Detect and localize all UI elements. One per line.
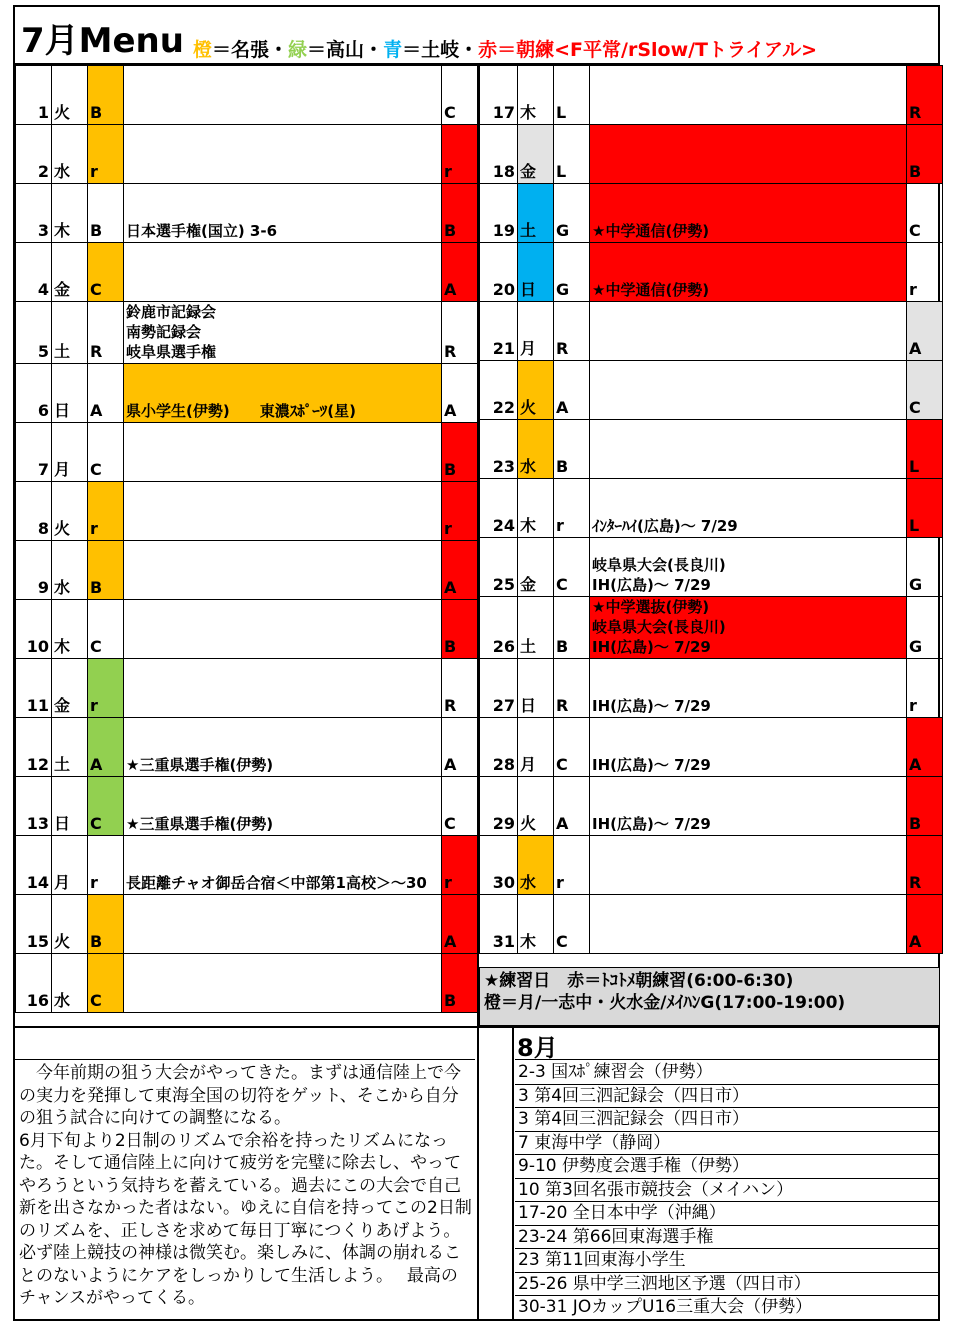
event-text: [590, 895, 907, 954]
weekday: 木: [52, 184, 88, 243]
weekday: 木: [518, 66, 554, 125]
day-row: [480, 420, 943, 479]
event-text: 日本選手権(国立) 3-6: [124, 184, 442, 243]
weekday: 水: [52, 541, 88, 600]
day-row: [16, 364, 478, 423]
event-text: [124, 541, 442, 600]
event-text: [124, 895, 442, 954]
training-code: r: [554, 479, 590, 538]
morning-code: A: [907, 302, 943, 361]
august-event: 10 第3回名張市競技会（メイハン）: [515, 1179, 940, 1203]
training-code: G: [554, 243, 590, 302]
event-text: IH(広島)～ 7/29: [590, 659, 907, 718]
event-text: ★中学選抜(伊勢) 岐阜県大会(長良川) IH(広島)～ 7/29: [590, 597, 907, 659]
day-number: 17: [480, 66, 518, 125]
day-row: [480, 361, 943, 420]
day-number: 3: [16, 184, 52, 243]
training-code: C: [88, 954, 124, 1013]
event-text: [124, 482, 442, 541]
morning-code: B: [907, 777, 943, 836]
day-row: [16, 66, 478, 125]
morning-code: B: [442, 954, 478, 1013]
event-text: IH(広島)～ 7/29: [590, 718, 907, 777]
weekday: 日: [518, 243, 554, 302]
section-separator: [15, 1026, 938, 1032]
weekday: 火: [518, 777, 554, 836]
morning-code: B: [442, 600, 478, 659]
morning-code: C: [442, 66, 478, 125]
weekday: 金: [52, 659, 88, 718]
morning-code: C: [907, 361, 943, 420]
morning-code: r: [442, 836, 478, 895]
day-number: 18: [480, 125, 518, 184]
weekday: 日: [52, 777, 88, 836]
day-number: 28: [480, 718, 518, 777]
day-row: [480, 302, 943, 361]
day-number: 26: [480, 597, 518, 659]
day-row: [480, 479, 943, 538]
weekday: 土: [52, 302, 88, 364]
training-code: A: [554, 361, 590, 420]
day-number: 24: [480, 479, 518, 538]
event-text: [124, 600, 442, 659]
weekday: 金: [52, 243, 88, 302]
event-text: [590, 420, 907, 479]
morning-code: r: [442, 482, 478, 541]
morning-code: A: [442, 243, 478, 302]
day-row: [480, 777, 943, 836]
event-text: ★中学通信(伊勢): [590, 184, 907, 243]
morning-code: r: [907, 243, 943, 302]
event-text: ★三重県選手権(伊勢): [124, 777, 442, 836]
august-event-list: [515, 1061, 940, 1320]
day-row: [480, 718, 943, 777]
weekday: 水: [518, 420, 554, 479]
event-text: ｲﾝﾀｰﾊｲ(広島)～ 7/29: [590, 479, 907, 538]
day-number: 4: [16, 243, 52, 302]
training-code: L: [554, 125, 590, 184]
day-row: [480, 659, 943, 718]
morning-code: A: [442, 895, 478, 954]
day-number: 14: [16, 836, 52, 895]
training-code: B: [554, 420, 590, 479]
august-event: 3 第4回三泗記録会（四日市）: [515, 1108, 940, 1132]
event-text: 岐阜県大会(長良川) IH(広島)～ 7/29: [590, 538, 907, 597]
event-text: [590, 125, 907, 184]
legend-part: 赤: [478, 39, 498, 61]
weekday: 土: [518, 184, 554, 243]
practice-note: ★練習日 赤＝ﾄｺﾄﾒ朝練習(6:00-6:30) 橙＝月/一志中・火水金/ﾒｲﾊﾝG(17:00-19:00): [479, 967, 940, 1026]
training-code: A: [88, 718, 124, 777]
day-row: [16, 895, 478, 954]
day-row: [16, 777, 478, 836]
day-row: [480, 243, 943, 302]
event-text: [590, 302, 907, 361]
day-number: 21: [480, 302, 518, 361]
day-row: [16, 423, 478, 482]
weekday: 水: [52, 954, 88, 1013]
day-number: 9: [16, 541, 52, 600]
morning-code: R: [907, 66, 943, 125]
training-code: R: [554, 302, 590, 361]
training-code: L: [554, 66, 590, 125]
event-text: 鈴鹿市記録会 南勢記録会 岐阜県選手権: [124, 302, 442, 364]
morning-code: A: [442, 718, 478, 777]
training-code: C: [554, 718, 590, 777]
august-rule: [515, 1059, 940, 1060]
weekday: 火: [52, 482, 88, 541]
morning-code: C: [442, 777, 478, 836]
weekday: 火: [52, 895, 88, 954]
day-number: 22: [480, 361, 518, 420]
day-number: 5: [16, 302, 52, 364]
page-title: 7月Menu: [21, 21, 184, 61]
day-number: 31: [480, 895, 518, 954]
day-row: [16, 482, 478, 541]
day-number: 7: [16, 423, 52, 482]
day-number: 30: [480, 836, 518, 895]
event-text: [590, 361, 907, 420]
day-number: 16: [16, 954, 52, 1013]
morning-code: B: [442, 423, 478, 482]
event-text: ★中学通信(伊勢): [590, 243, 907, 302]
day-number: 27: [480, 659, 518, 718]
event-text: 県小学生(伊勢) 東濃ｽﾎﾟｰﾂ(星): [124, 364, 442, 423]
day-row: [16, 243, 478, 302]
day-number: 10: [16, 600, 52, 659]
august-event: 2-3 国ｽﾎﾟ練習会（伊勢）: [515, 1061, 940, 1085]
morning-code: G: [907, 597, 943, 659]
day-number: 11: [16, 659, 52, 718]
training-code: A: [88, 364, 124, 423]
day-number: 25: [480, 538, 518, 597]
training-code: R: [554, 659, 590, 718]
legend-part: 橙: [193, 39, 213, 61]
legend-part: 緑: [288, 39, 308, 61]
morning-code: r: [907, 659, 943, 718]
event-text: [124, 66, 442, 125]
training-code: B: [88, 66, 124, 125]
legend-part: ＝名張・: [212, 39, 289, 61]
morning-code: R: [442, 659, 478, 718]
morning-code: A: [442, 364, 478, 423]
event-text: [124, 423, 442, 482]
training-code: C: [554, 895, 590, 954]
day-row: [480, 895, 943, 954]
legend-part: ＝土岐・: [402, 39, 479, 61]
morning-code: C: [907, 184, 943, 243]
weekday: 土: [52, 718, 88, 777]
august-event: 17-20 全日本中学（沖縄）: [515, 1202, 940, 1226]
color-legend: [193, 35, 817, 62]
event-text: IH(広島)～ 7/29: [590, 777, 907, 836]
weekday: 土: [518, 597, 554, 659]
training-code: r: [88, 659, 124, 718]
day-number: 15: [16, 895, 52, 954]
weekday: 月: [518, 718, 554, 777]
training-code: B: [88, 184, 124, 243]
event-text: 長距離チャオ御岳合宿＜中部第1高校＞～30: [124, 836, 442, 895]
morning-code: G: [907, 538, 943, 597]
morning-code: L: [907, 479, 943, 538]
weekday: 日: [518, 659, 554, 718]
august-event: 23-24 第66回東海選手権: [515, 1226, 940, 1250]
day-number: 12: [16, 718, 52, 777]
event-text: [124, 125, 442, 184]
event-text: [124, 954, 442, 1013]
training-code: C: [88, 243, 124, 302]
training-code: B: [88, 541, 124, 600]
training-code: C: [554, 538, 590, 597]
training-code: R: [88, 302, 124, 364]
weekday: 木: [518, 895, 554, 954]
morning-code: R: [442, 302, 478, 364]
event-text: ★三重県選手権(伊勢): [124, 718, 442, 777]
day-row: [16, 836, 478, 895]
day-row: [16, 600, 478, 659]
calendar-left: [15, 65, 478, 1013]
training-code: C: [88, 600, 124, 659]
day-number: 13: [16, 777, 52, 836]
essay-text: 今年前期の狙う大会がやってきた。まずは通信陸上で今の実力を発揮して東海全国の切符をゲット、そこから自分の狙う試合に向けての調整になる。 6月下旬より2日制のリズムで余裕を持ったリズムになった。そして通信陸上に向けて疲労を完璧に除去し、やってやろうという気持ちを蓄えている。過去にこの大会で自己新を出さなかった者はない。ゆえに自信を持ってこの2日制のリズムを、正しさを求めて毎日丁寧につくりあげよう。必ず陸上競技の神様は微笑む。楽しみに、体調の崩れることのないようにケアをしっかりして生活しよう。 最高のチャンスがやってくる。: [19, 1063, 472, 1308]
training-code: B: [88, 895, 124, 954]
event-text: [124, 243, 442, 302]
weekday: 火: [52, 66, 88, 125]
day-row: [480, 538, 943, 597]
day-row: [16, 954, 478, 1013]
calendar-right: [479, 65, 943, 954]
weekday: 日: [52, 364, 88, 423]
day-row: [480, 125, 943, 184]
morning-code: A: [907, 895, 943, 954]
legend-part: ＝朝練<F平常/rSlow/Tトライアル>: [497, 39, 818, 61]
training-code: r: [88, 125, 124, 184]
legend-part: 青: [383, 39, 403, 61]
morning-code: L: [907, 420, 943, 479]
legend-part: ＝高山・: [307, 39, 384, 61]
weekday: 木: [52, 600, 88, 659]
day-row: [480, 836, 943, 895]
training-code: r: [554, 836, 590, 895]
day-number: 2: [16, 125, 52, 184]
training-code: C: [88, 423, 124, 482]
event-text: [590, 836, 907, 895]
morning-code: B: [442, 184, 478, 243]
training-code: B: [554, 597, 590, 659]
day-number: 23: [480, 420, 518, 479]
morning-code: B: [907, 125, 943, 184]
august-event: 25-26 県中学三泗地区予選（四日市）: [515, 1273, 940, 1297]
training-code: G: [554, 184, 590, 243]
title-bar: [15, 7, 938, 65]
august-event: 9-10 伊勢度会選手権（伊勢）: [515, 1155, 940, 1179]
august-event: 3 第4回三泗記録会（四日市）: [515, 1085, 940, 1109]
training-code: C: [88, 777, 124, 836]
day-row: [16, 718, 478, 777]
weekday: 木: [518, 479, 554, 538]
day-row: [480, 66, 943, 125]
day-number: 19: [480, 184, 518, 243]
morning-code: A: [907, 718, 943, 777]
august-event: 23 第11回東海小学生: [515, 1249, 940, 1273]
day-number: 1: [16, 66, 52, 125]
august-event: 30-31 JOカップU16三重大会（伊勢）: [515, 1296, 940, 1320]
weekday: 金: [518, 125, 554, 184]
august-divider: [512, 1026, 514, 1321]
event-text: [124, 659, 442, 718]
weekday: 月: [52, 836, 88, 895]
day-number: 20: [480, 243, 518, 302]
morning-code: r: [442, 125, 478, 184]
day-row: [16, 659, 478, 718]
day-number: 29: [480, 777, 518, 836]
day-row: [480, 184, 943, 243]
weekday: 水: [518, 836, 554, 895]
morning-code: A: [442, 541, 478, 600]
weekday: 水: [52, 125, 88, 184]
day-row: [16, 125, 478, 184]
day-row: [16, 184, 478, 243]
day-number: 6: [16, 364, 52, 423]
weekday: 金: [518, 538, 554, 597]
day-row: [16, 541, 478, 600]
day-row: [480, 597, 943, 659]
weekday: 火: [518, 361, 554, 420]
august-event: 7 東海中学（静岡）: [515, 1132, 940, 1156]
day-row: [16, 302, 478, 364]
training-code: r: [88, 482, 124, 541]
training-code: A: [554, 777, 590, 836]
august-title: 8月: [517, 1034, 558, 1062]
event-text: [590, 66, 907, 125]
weekday: 月: [518, 302, 554, 361]
morning-code: R: [907, 836, 943, 895]
day-number: 8: [16, 482, 52, 541]
weekday: 月: [52, 423, 88, 482]
training-code: r: [88, 836, 124, 895]
